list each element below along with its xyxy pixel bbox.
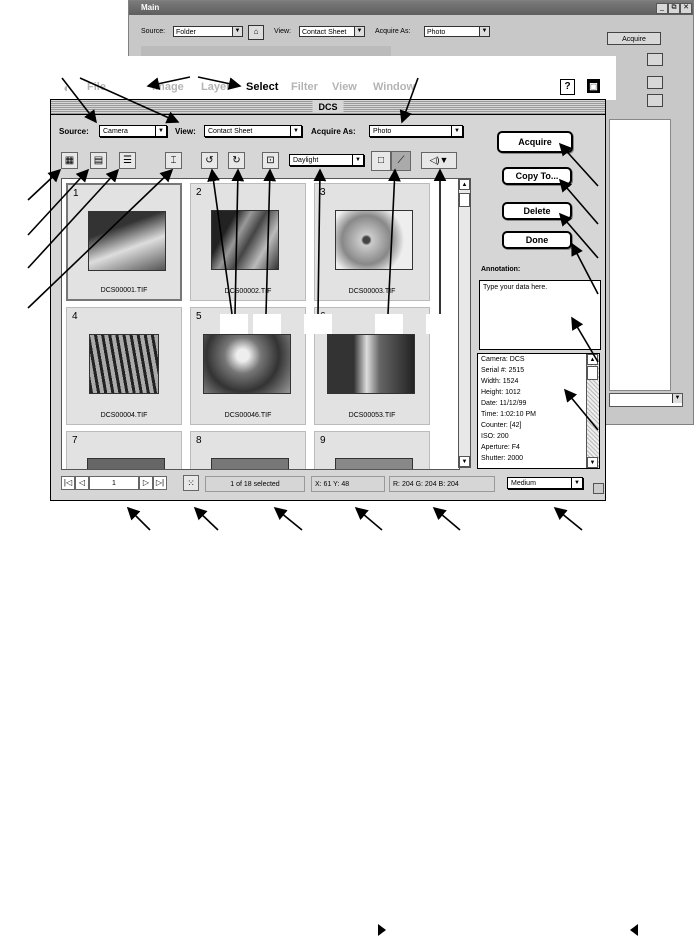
folder-open-icon[interactable]: ⌂ — [248, 25, 264, 40]
thumbnail-number: 3 — [320, 187, 326, 198]
thumbnail-filename: DCS00053.TIF — [348, 412, 396, 419]
thumbnail-filename: DCS00002.TIF — [224, 288, 272, 295]
scroll-up-icon[interactable]: ▲ — [459, 179, 470, 190]
bg-view-select[interactable]: Contact Sheet ▼ — [299, 26, 365, 37]
prev-page-icon[interactable]: ◁ — [75, 476, 89, 490]
select-all-icon[interactable]: ▤ — [90, 152, 107, 169]
rotate-right-icon[interactable]: ↻ — [228, 152, 245, 169]
chevron-down-icon: ▼ — [571, 478, 582, 488]
cursor-xy: X: 61 Y: 48 — [311, 476, 385, 492]
thumbnail-number: 2 — [196, 187, 202, 198]
chevron-down-icon: ▼ — [451, 126, 462, 136]
thumbnail-number: 7 — [72, 435, 78, 446]
scroll-up-icon[interactable]: ▲ — [587, 354, 598, 365]
thumbnail-number: 9 — [320, 435, 326, 446]
info-row: Date: 11/12/99 — [481, 400, 527, 407]
open-camera-icon[interactable]: ▦ — [61, 152, 78, 169]
thumbnail-number: 1 — [73, 188, 79, 199]
info-row: Counter: [42] — [481, 422, 522, 429]
thumbnail-filename: DCS00004.TIF — [100, 412, 148, 419]
close-button[interactable]: ✕ — [680, 3, 692, 14]
menu-window[interactable]: Window — [373, 81, 416, 93]
help-icon[interactable]: ? — [560, 79, 575, 95]
view-label: View: — [175, 127, 196, 136]
annotation-label: Annotation: — [481, 266, 521, 273]
maximize-button[interactable]: ⧉ — [668, 3, 680, 14]
first-page-icon[interactable]: |◁ — [61, 476, 75, 490]
chevron-down-icon: ▼ — [290, 126, 301, 136]
bg-source-select[interactable]: Folder ▼ — [173, 26, 243, 37]
bg-acquire-button[interactable]: Acquire — [607, 32, 661, 45]
done-button[interactable]: Done — [502, 231, 572, 249]
preview-icon[interactable]: ⌶ — [165, 152, 182, 169]
bg-acquire-as-select[interactable]: Photo ▼ — [424, 26, 490, 37]
acquire-button[interactable]: Acquire — [497, 131, 573, 153]
copy-to-button[interactable]: Copy To... — [502, 167, 572, 185]
grid-view-icon[interactable]: ⁙ — [183, 475, 199, 491]
bg-acquire-as-label: Acquire As: — [375, 28, 411, 35]
thumbnail-number: 5 — [196, 311, 202, 322]
application-icon[interactable]: ▣ — [587, 79, 600, 93]
info-row: Height: 1012 — [481, 389, 521, 396]
chevron-down-icon: ▼ — [354, 27, 364, 36]
white-balance-select[interactable]: Daylight ▼ — [289, 154, 364, 166]
square-icon[interactable]: □ — [371, 151, 391, 171]
source-select[interactable]: Camera ▼ — [99, 125, 167, 137]
last-page-icon[interactable]: ▷| — [153, 476, 167, 490]
acquire-as-label: Acquire As: — [311, 127, 356, 136]
thumbnail-filename: DCS00003.TIF — [348, 288, 396, 295]
chevron-down-icon: ▼ — [352, 155, 363, 165]
scroll-down-icon[interactable]: ▼ — [587, 457, 598, 468]
menu-file[interactable]: File — [87, 81, 106, 93]
eyedropper-icon[interactable]: ⟋ — [391, 151, 411, 171]
bg-window-title: Main — [141, 3, 160, 12]
size-select[interactable]: Medium ▼ — [507, 477, 583, 489]
thumbnail-filename: DCS00046.TIF — [224, 412, 272, 419]
window-title: DCS — [312, 101, 343, 113]
thumbnail-number: 8 — [196, 435, 202, 446]
crop-icon[interactable]: ⊡ — [262, 152, 279, 169]
bg-source-label: Source: — [141, 28, 166, 35]
thumbnail-number: 4 — [72, 311, 78, 322]
chevron-down-icon: ▼ — [232, 27, 242, 36]
view-select[interactable]: Contact Sheet ▼ — [204, 125, 302, 137]
chevron-down-icon: ▼ — [672, 394, 682, 403]
menu-select[interactable]: Select — [246, 81, 279, 93]
bg-view-label: View: — [274, 28, 291, 35]
page-number-input[interactable]: 1 — [89, 476, 139, 490]
menu-image[interactable]: Image — [152, 81, 184, 93]
minimize-button[interactable]: _ — [656, 3, 668, 14]
menu-view[interactable]: View — [332, 81, 357, 93]
next-page-icon[interactable]: ▷ — [139, 476, 153, 490]
chevron-down-icon: ▼ — [479, 27, 489, 36]
annotation-field[interactable]: Type your data here. — [479, 280, 601, 350]
menu-filter[interactable]: Filter — [291, 81, 318, 93]
selection-count: 1 of 18 selected — [205, 476, 305, 492]
page-marker-left — [630, 924, 638, 936]
rotate-left-icon[interactable]: ↺ — [201, 152, 218, 169]
page-marker-right — [378, 924, 386, 936]
acquire-as-select[interactable]: Photo ▼ — [369, 125, 463, 137]
info-row: Serial #: 2515 — [481, 367, 525, 374]
menu-layer[interactable]: Layer — [201, 81, 231, 93]
delete-button[interactable]: Delete — [502, 202, 572, 220]
list-view-icon[interactable]: ☰ — [119, 152, 136, 169]
scroll-down-icon[interactable]: ▼ — [459, 456, 470, 467]
info-row: Shutter: 2000 — [481, 455, 524, 462]
apple-icon[interactable]: ◖ — [62, 81, 70, 95]
info-row: ISO: 200 — [481, 433, 509, 440]
info-row: Camera: DCS — [481, 356, 525, 363]
source-label: Source: — [59, 127, 89, 136]
cursor-rgb: R: 204 G: 204 B: 204 — [389, 476, 495, 492]
info-row: Time: 1:02:10 PM — [481, 411, 536, 418]
info-row: Width: 1524 — [481, 378, 519, 385]
info-row: Aperture: F4 — [481, 444, 520, 451]
chevron-down-icon: ▼ — [155, 126, 166, 136]
thumbnail-filename: DCS00001.TIF — [100, 287, 148, 294]
sound-icon[interactable]: ◁)▼ — [421, 152, 457, 169]
